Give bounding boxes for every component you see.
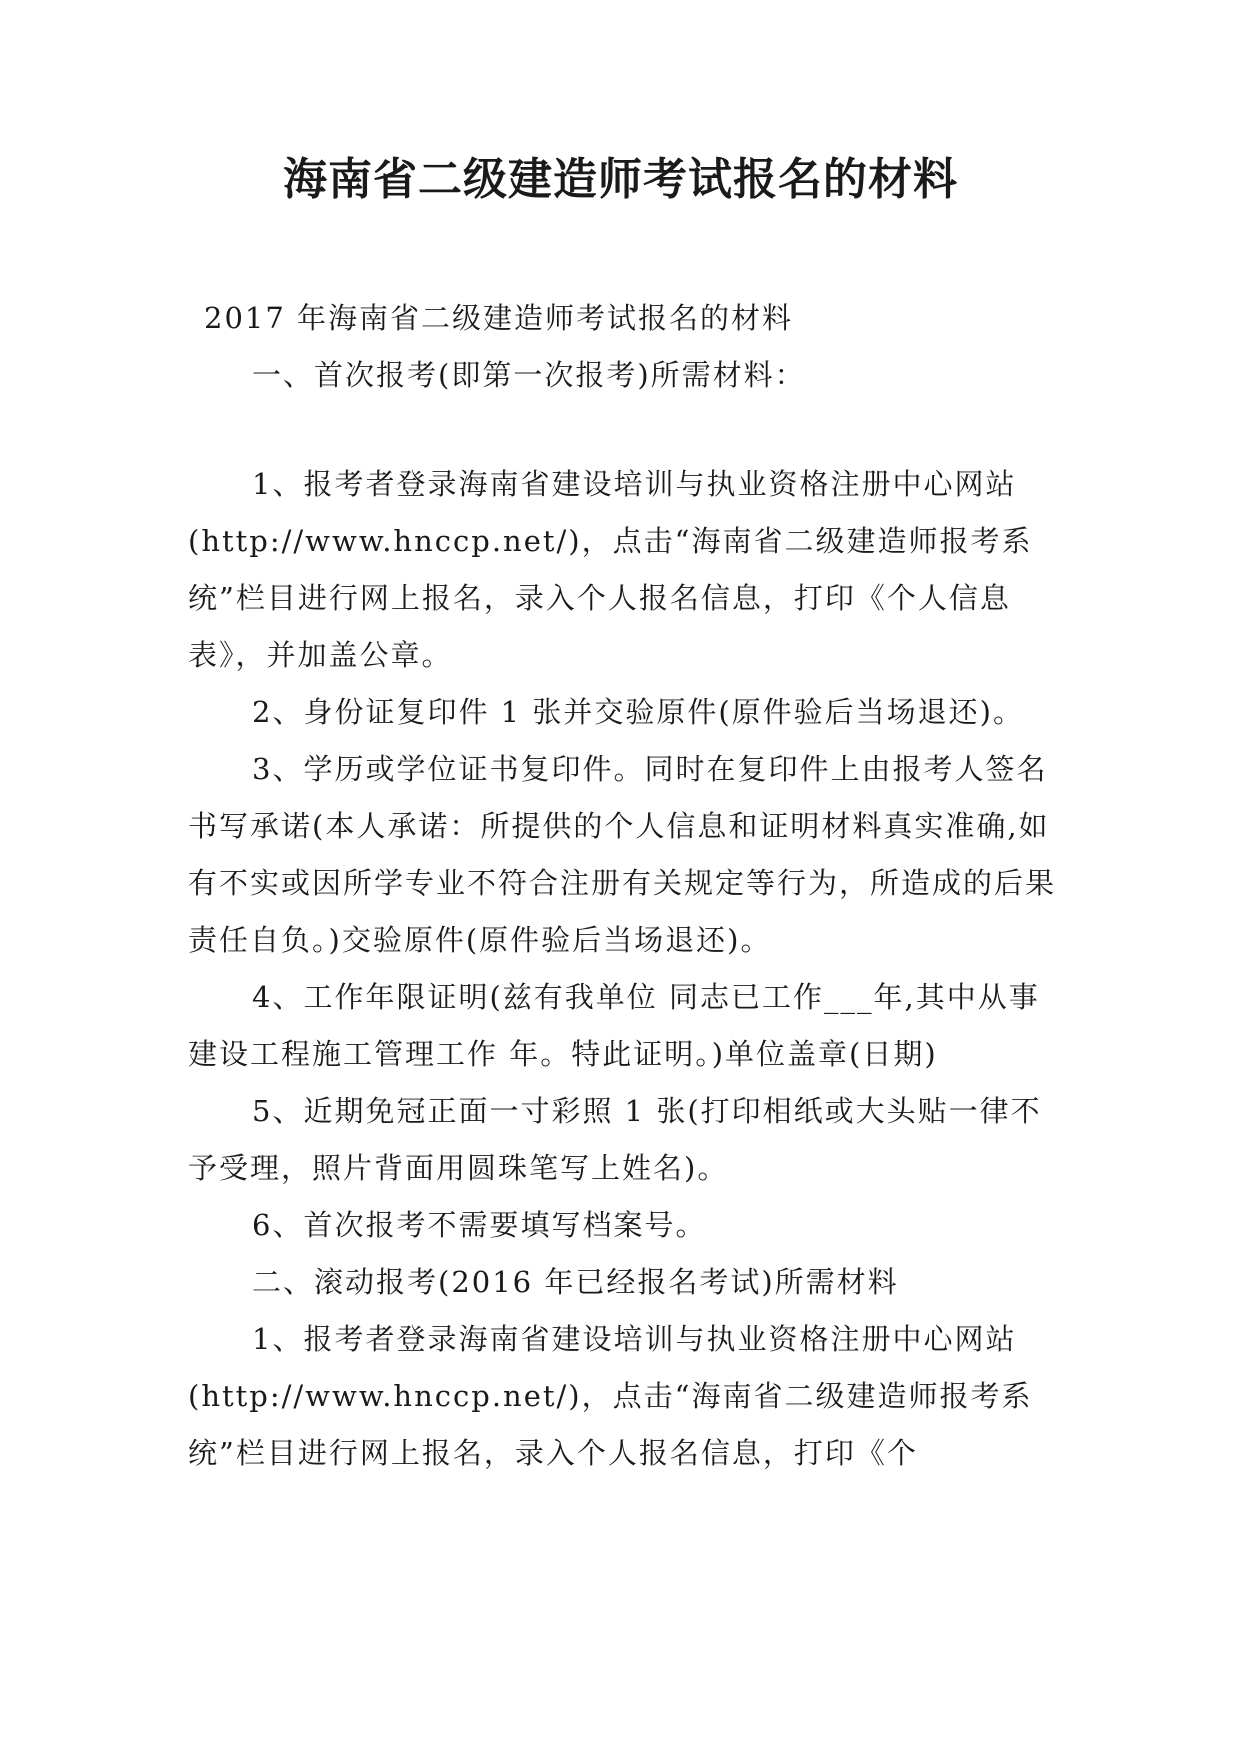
section-2-item-1: 1、报考者登录海南省建设培训与执业资格注册中心网站(http://www.hnccp.net/)，点击“海南省二级建造师报考系统”栏目进行网上报名，录入个人报名信息，打印《个 xyxy=(188,1322,1033,1470)
section-1-item-6: 6、首次报考不需要填写档案号。 xyxy=(252,1208,707,1242)
section-1-item-5: 5、近期免冠正面一寸彩照 1 张(打印相纸或大头贴一律不予受理，照片背面用圆珠笔写上姓名)。 xyxy=(188,1094,1042,1185)
section-1-item-4: 4、工作年限证明(兹有我单位 同志已工作___年,其中从事建设工程施工管理工作 年。特此证明。)单位盖章(日期) xyxy=(188,980,1040,1071)
section-1-item-3: 3、学历或学位证书复印件。同时在复印件上由报考人签名书写承诺(本人承诺：所提供的个人信息和证明材料真实准确,如有不实或因所学专业不符合注册有关规定等行为，所造成的后果责任自负。)交验原件(原件验后当场退还)。 xyxy=(188,752,1057,957)
document-body xyxy=(188,290,1056,1482)
document-subtitle: 2017 年海南省二级建造师考试报名的材料 xyxy=(204,301,794,335)
document-title: 海南省二级建造师考试报名的材料 xyxy=(283,154,958,205)
section-1-heading: 一、首次报考(即第一次报考)所需材料： xyxy=(252,358,806,392)
section-1-item-2: 2、身份证复印件 1 张并交验原件(原件验后当场退还)。 xyxy=(252,695,1024,729)
paragraph-gap xyxy=(188,404,1056,456)
section-2-heading: 二、滚动报考(2016 年已经报名考试)所需材料 xyxy=(252,1265,899,1299)
section-1-item-1: 1、报考者登录海南省建设培训与执业资格注册中心网站(http://www.hnccp.net/)，点击“海南省二级建造师报考系统”栏目进行网上报名，录入个人报名信息，打印《个人信息表》，并加盖公章。 xyxy=(188,467,1033,672)
